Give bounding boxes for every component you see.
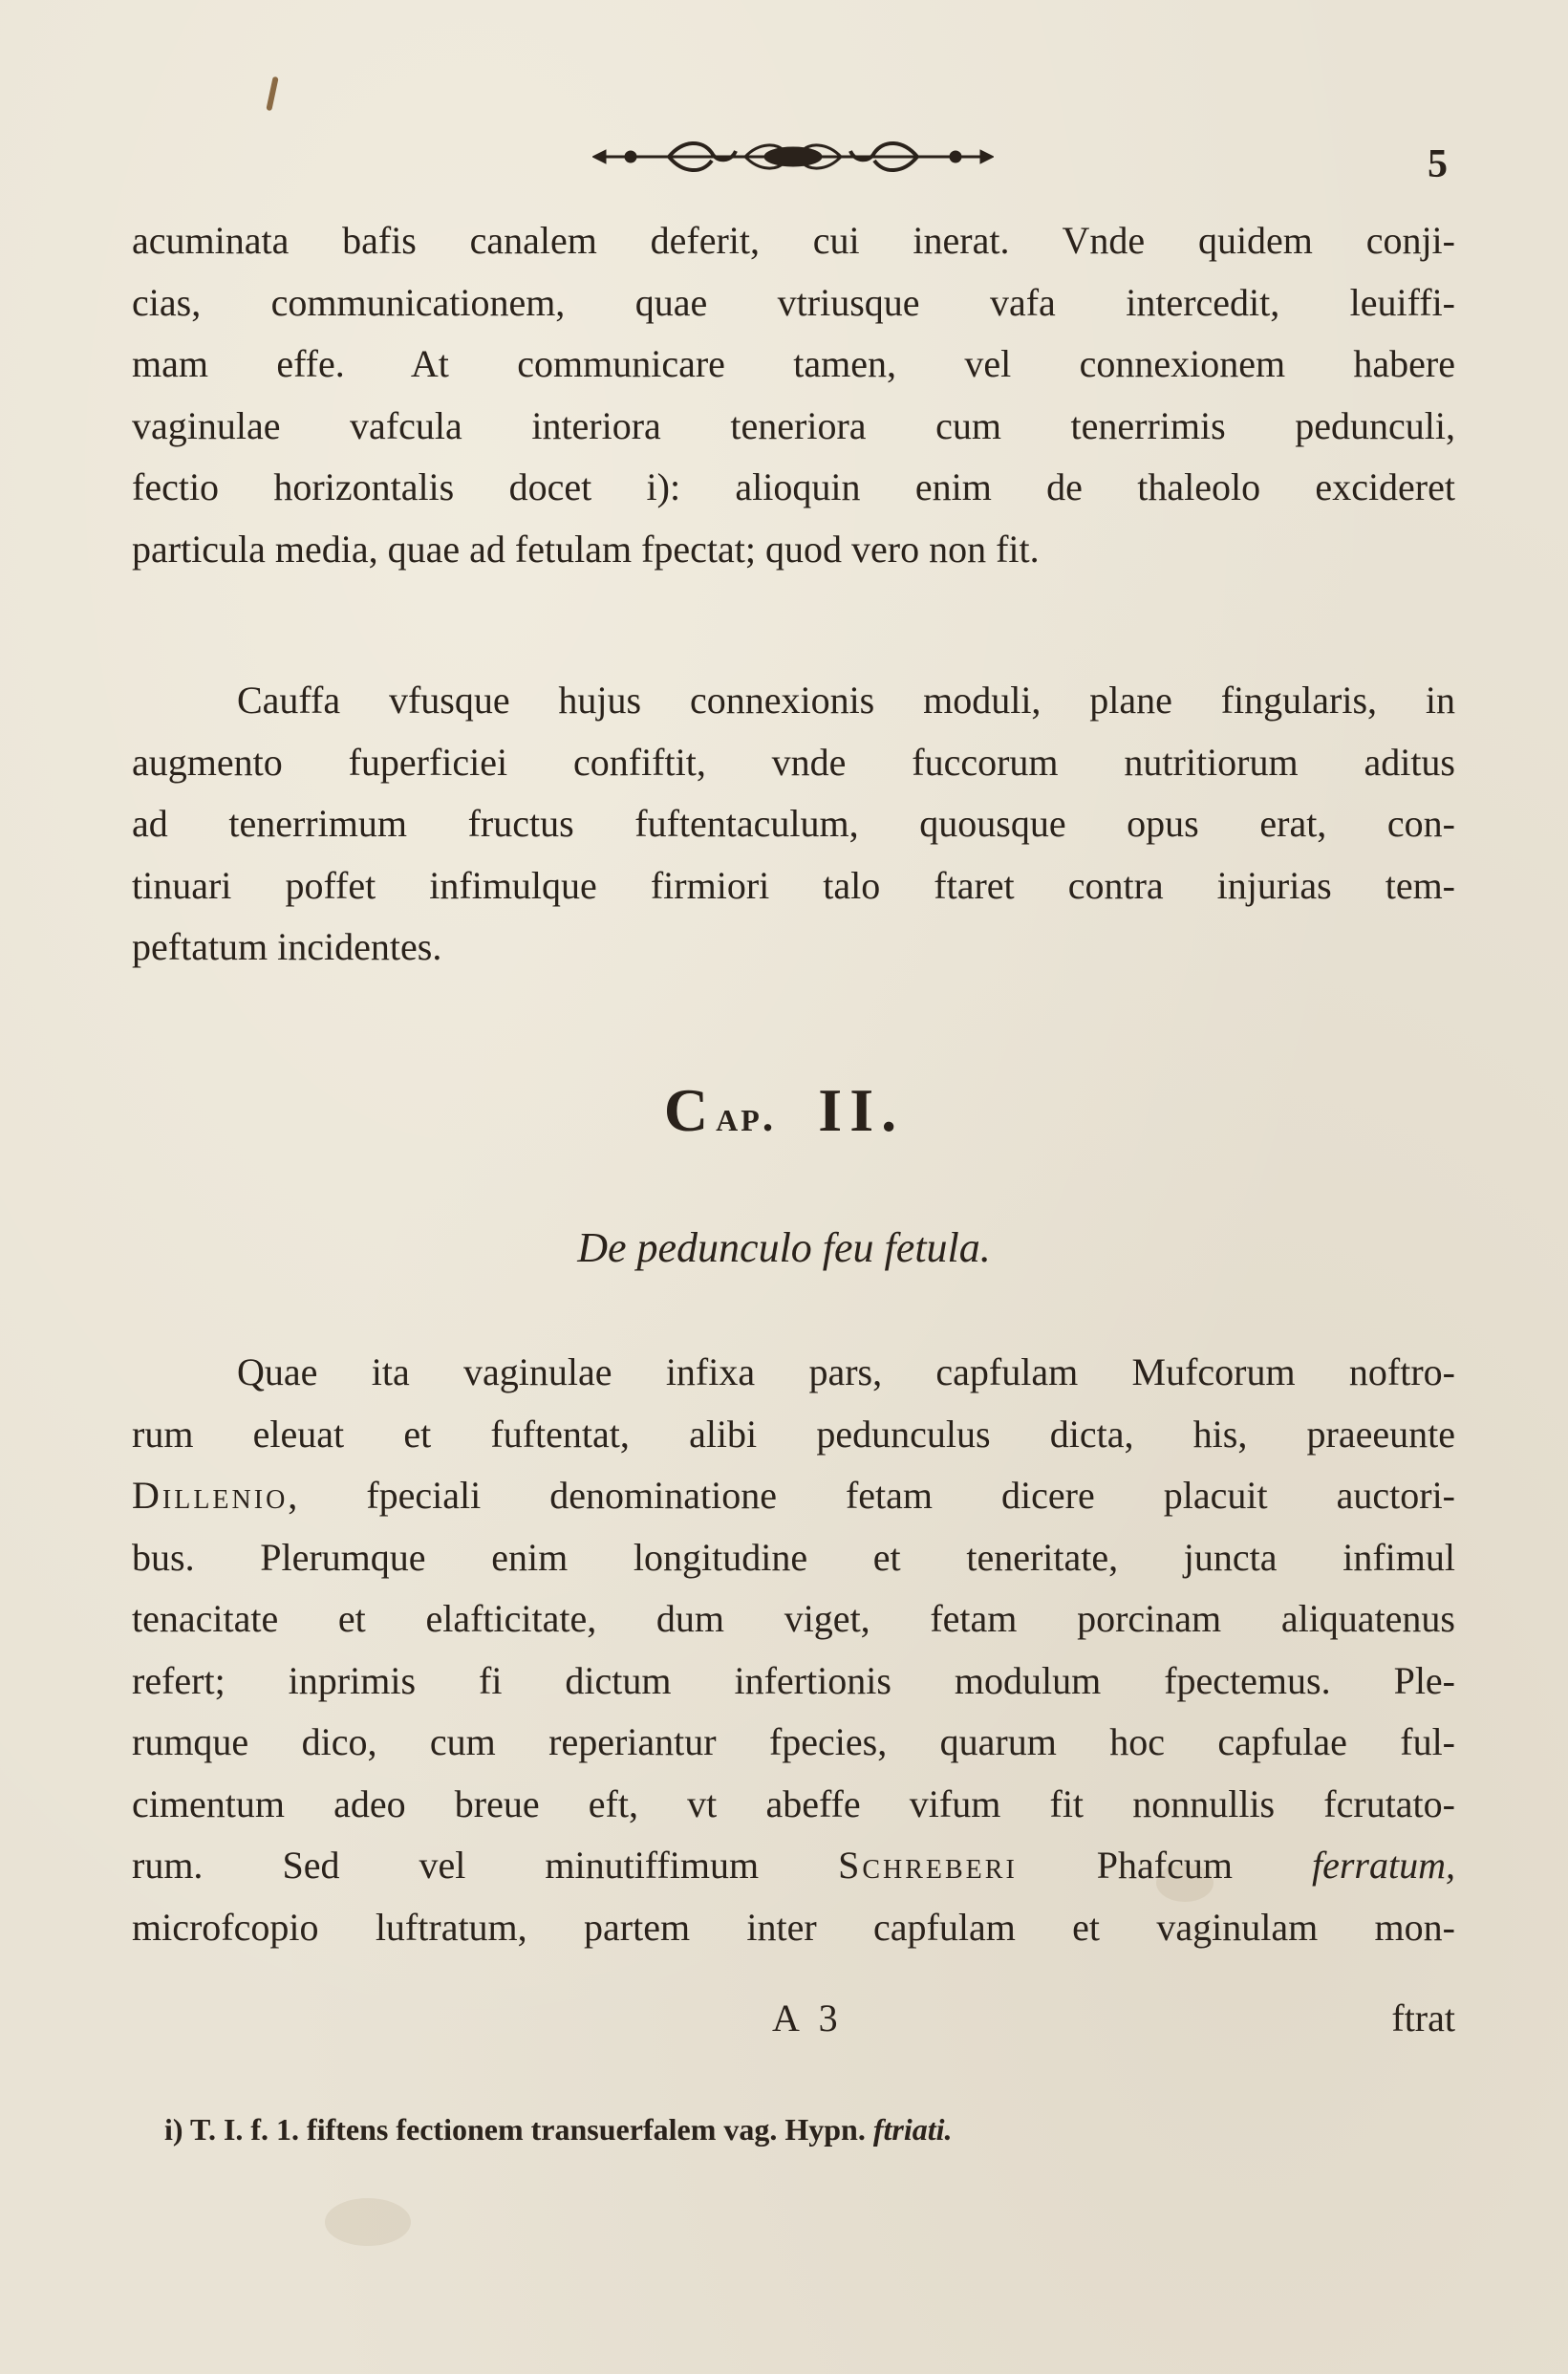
text-line: augmento fuperficiei confiftit, vnde fuccorum nutritiorum aditus [132,740,1455,784]
text-line: fectio horizontalis docet i): alioquin enim de thaleolo excideret [132,465,1455,508]
stray-ink-mark [266,76,278,111]
text-line: bus. Plerumque enim longitudine et teneritate, juncta infimul [132,1535,1455,1579]
paragraph-3 [132,1342,1455,1958]
chapter-title [0,1075,1568,1146]
text-line: cias, communicationem, quae vtriusque vafa intercedit, leuiffi- [132,280,1455,324]
text-line: tinuari poffet infimulque firmiori talo ftaret contra injurias tem- [132,863,1455,907]
author-name: Dillenio [132,1474,289,1517]
chapter-subtitle: De pedunculo feu fetula. [577,1224,991,1271]
page-number: 5 [1428,142,1448,186]
text-line: tenacitate et elafticitate, dum viget, fetam porcinam aliquatenus [132,1597,1455,1640]
text-line: ad tenerrimum fructus fuftentaculum, quousque opus erat, con- [132,802,1455,845]
species-name: ferratum, [1312,1844,1455,1887]
text-fragment: Phafcum [1017,1844,1312,1887]
text-line: rumque dico, cum reperiantur fpecies, quarum hoc capfulae ful- [132,1720,1455,1763]
text-line [132,1835,1455,1897]
footnote [164,2112,953,2147]
header-ornament-icon [592,134,994,180]
paragraph-2 [132,670,1455,979]
paper-stain [325,2198,411,2246]
text-line: microfcopio luftratum, partem inter capfulam et vaginulam mon- [132,1905,1455,1949]
paragraph-1 [132,210,1455,580]
text-line: refert; inprimis fi dictum infertionis modulum fpectemus. Ple- [132,1658,1455,1702]
signature-line [132,1996,1455,2057]
chapter-title-initial: C [663,1076,717,1144]
text-line: acuminata bafis canalem deferit, cui inerat. Vnde quidem conji- [132,219,1455,262]
text-line: particula media, quae ad fetulam fpectat; quod vero non fit. [132,527,1040,571]
text-line: mam effe. At communicare tamen, vel connexionem habere [132,342,1455,385]
text-line: peftatum incidentes. [132,925,442,968]
text-line: vaginulae vafcula interiora teneriora cum tenerrimis pedunculi, [132,403,1455,447]
catchword: ftrat [1391,1996,1455,2039]
text-line: Cauffa vfusque hujus connexionis moduli, plane fingularis, in [237,679,1455,722]
footnote-text: i) T. I. f. 1. fiftens fectionem transuerfalem vag. Hypn. [164,2112,873,2147]
text-line [132,1465,1455,1527]
text-line: Quae ita vaginulae infixa pars, capfulam Mufcorum noftro- [237,1350,1455,1393]
signature-mark: A 3 [772,1996,844,2039]
footnote-italic: ftriati. [872,2112,953,2147]
text-fragment: , fpeciali denominatione fetam dicere placuit auctori- [288,1474,1455,1517]
chapter-number: II. [818,1076,905,1144]
author-name: Schreberi [838,1844,1018,1887]
text-fragment: rum. Sed vel minutiffimum [132,1844,839,1887]
text-line: cimentum adeo breue eft, vt abeffe vifum fit nonnullis fcrutato- [132,1781,1455,1825]
chapter-title-abbrev: ap. [716,1091,777,1140]
text-line: rum eleuat et fuftentat, alibi pedunculus dicta, his, praeeunte [132,1412,1455,1456]
